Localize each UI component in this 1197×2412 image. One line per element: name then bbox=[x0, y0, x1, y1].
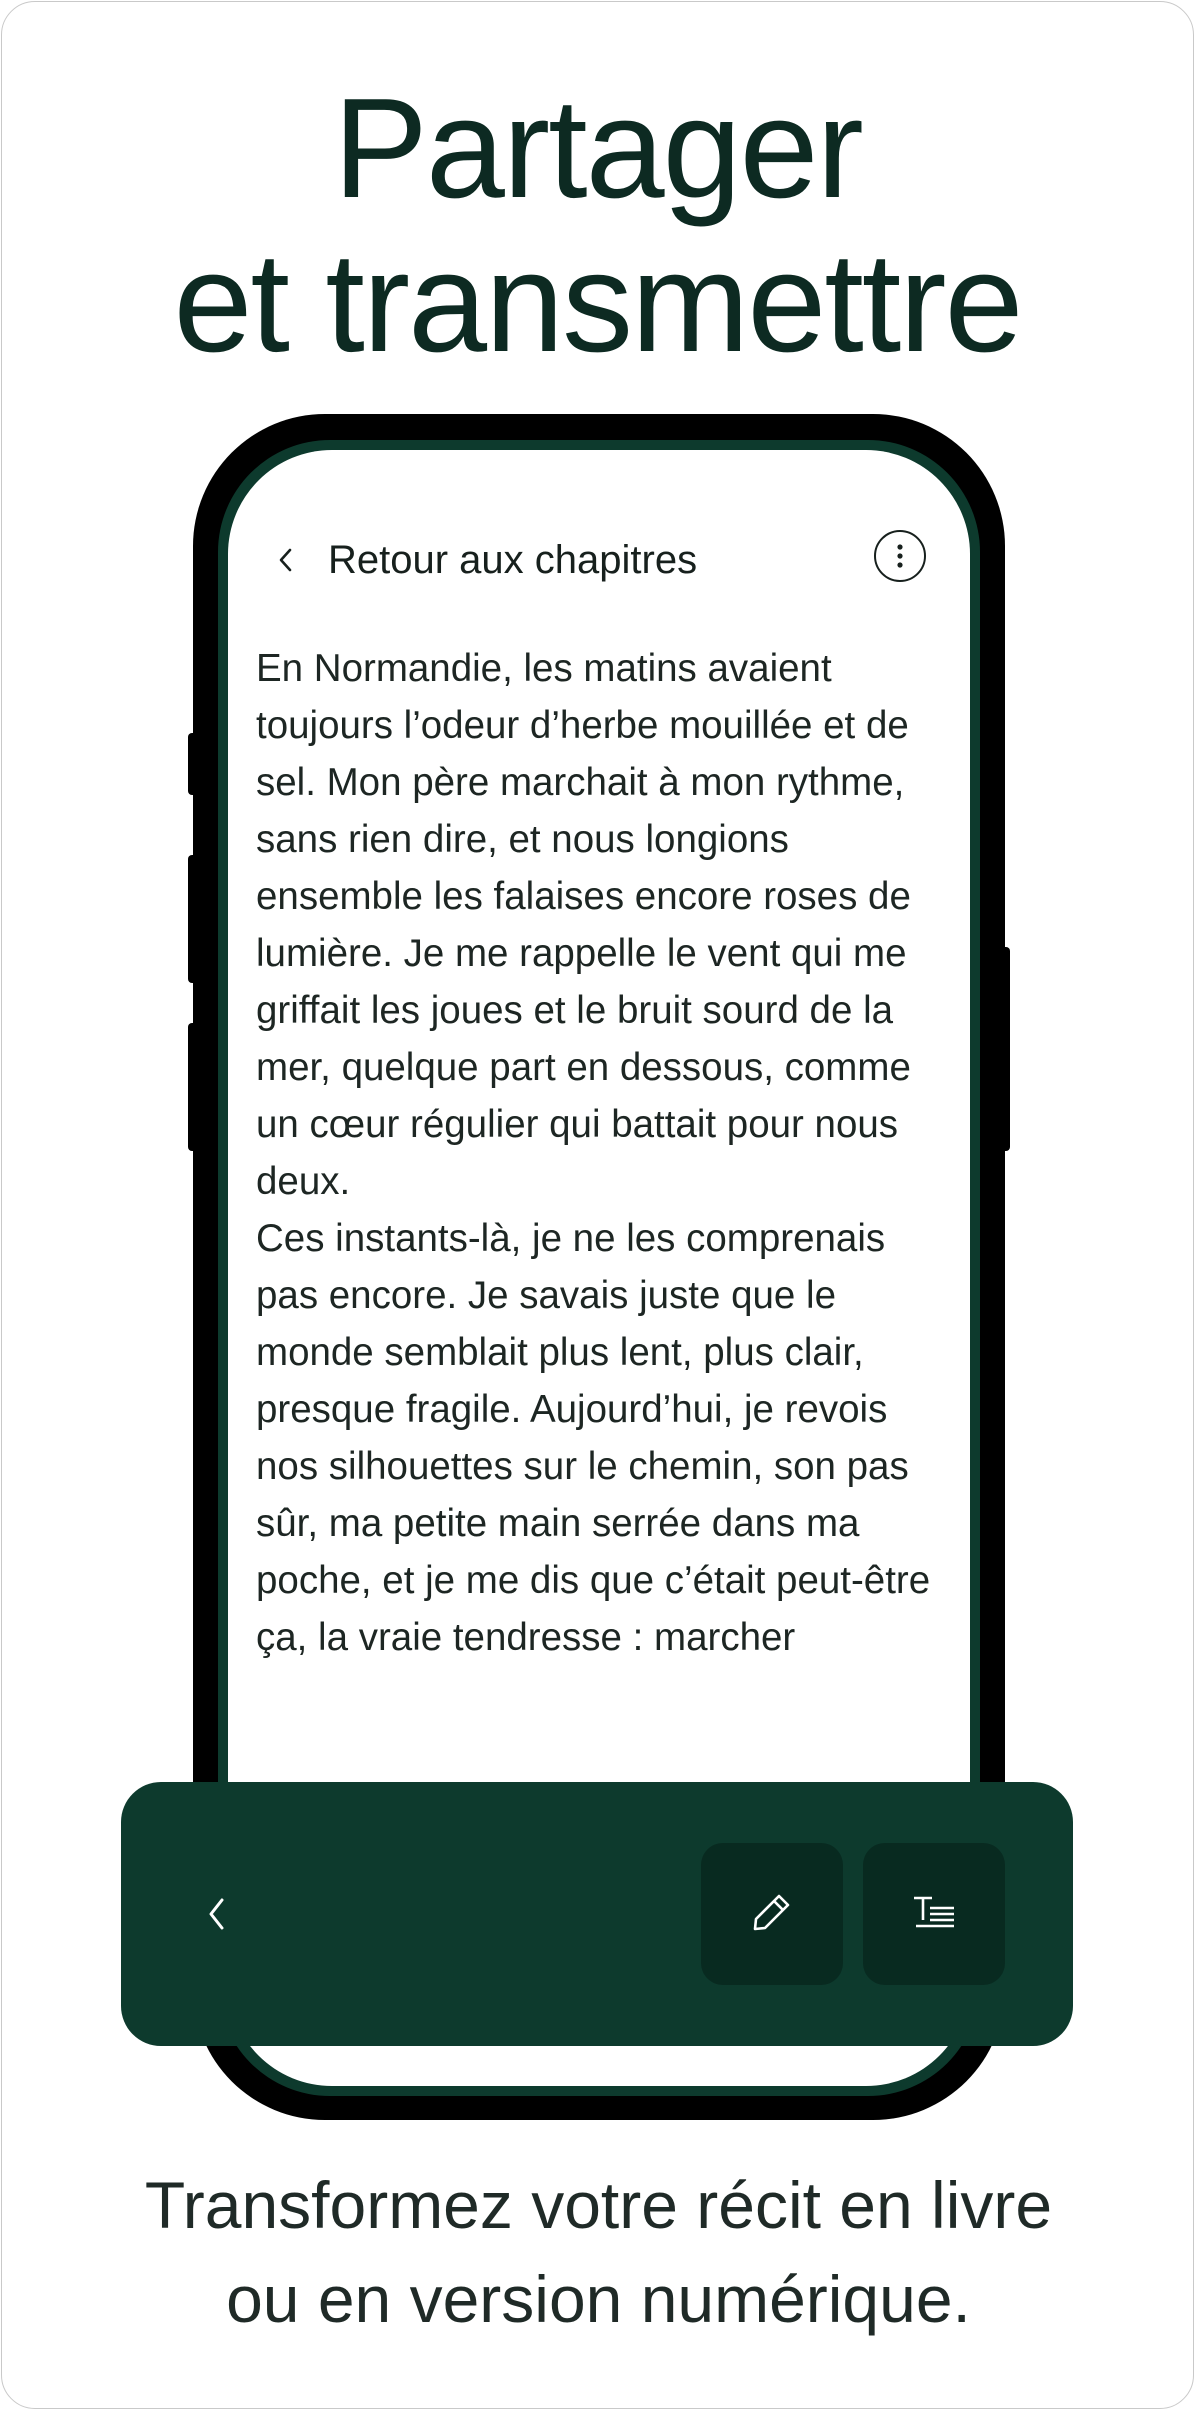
editor-toolbar bbox=[121, 1782, 1073, 2046]
phone-button-power bbox=[1001, 947, 1010, 1151]
subline bbox=[0, 2158, 1197, 2346]
edit-button[interactable] bbox=[701, 1843, 843, 1985]
chevron-left-icon[interactable] bbox=[266, 540, 306, 580]
phone-button-volume-down bbox=[188, 1023, 197, 1151]
subline-line-2: ou en version numérique. bbox=[226, 2262, 971, 2336]
more-vertical-icon[interactable] bbox=[874, 530, 926, 582]
headline-line-2: et transmettre bbox=[173, 223, 1022, 382]
reader-topbar bbox=[228, 530, 970, 590]
story-text bbox=[256, 640, 956, 1666]
text-format-icon bbox=[910, 1892, 958, 1937]
story-paragraph: En Normandie, les matins avaient toujours l’odeur d’herbe mouillée et de sel. Mon père marchait à mon rythme, sans rien dire, et nous longions ensemble les falaises encore roses de lumière. Je me rappelle le vent qui me griffait les joues et le bruit sourd de la mer, quelque part en dessous, comme un cœur régulier qui battait pour nous deux. bbox=[256, 647, 911, 1203]
back-to-chapters-link[interactable]: Retour aux chapitres bbox=[328, 538, 698, 582]
text-format-button[interactable] bbox=[863, 1843, 1005, 1985]
headline-line-1: Partager bbox=[333, 69, 862, 228]
phone-button-action bbox=[188, 733, 197, 795]
phone-button-volume-up bbox=[188, 855, 197, 983]
subline-line-1: Transformez votre récit en livre bbox=[144, 2168, 1053, 2242]
chevron-left-icon[interactable] bbox=[189, 1886, 245, 1942]
headline bbox=[2, 69, 1193, 382]
pencil-icon bbox=[749, 1889, 795, 1940]
story-paragraph: Ces instants-là, je ne les comprenais pas encore. Je savais juste que le monde semblait plus lent, plus clair, presque fragile. Aujourd’hui, je revois nos silhouettes sur le chemin, son pas sûr, ma petite main serrée dans ma poche, et je me dis que c’était peut-être ça, la vraie tendresse : marcher bbox=[256, 1217, 931, 1659]
